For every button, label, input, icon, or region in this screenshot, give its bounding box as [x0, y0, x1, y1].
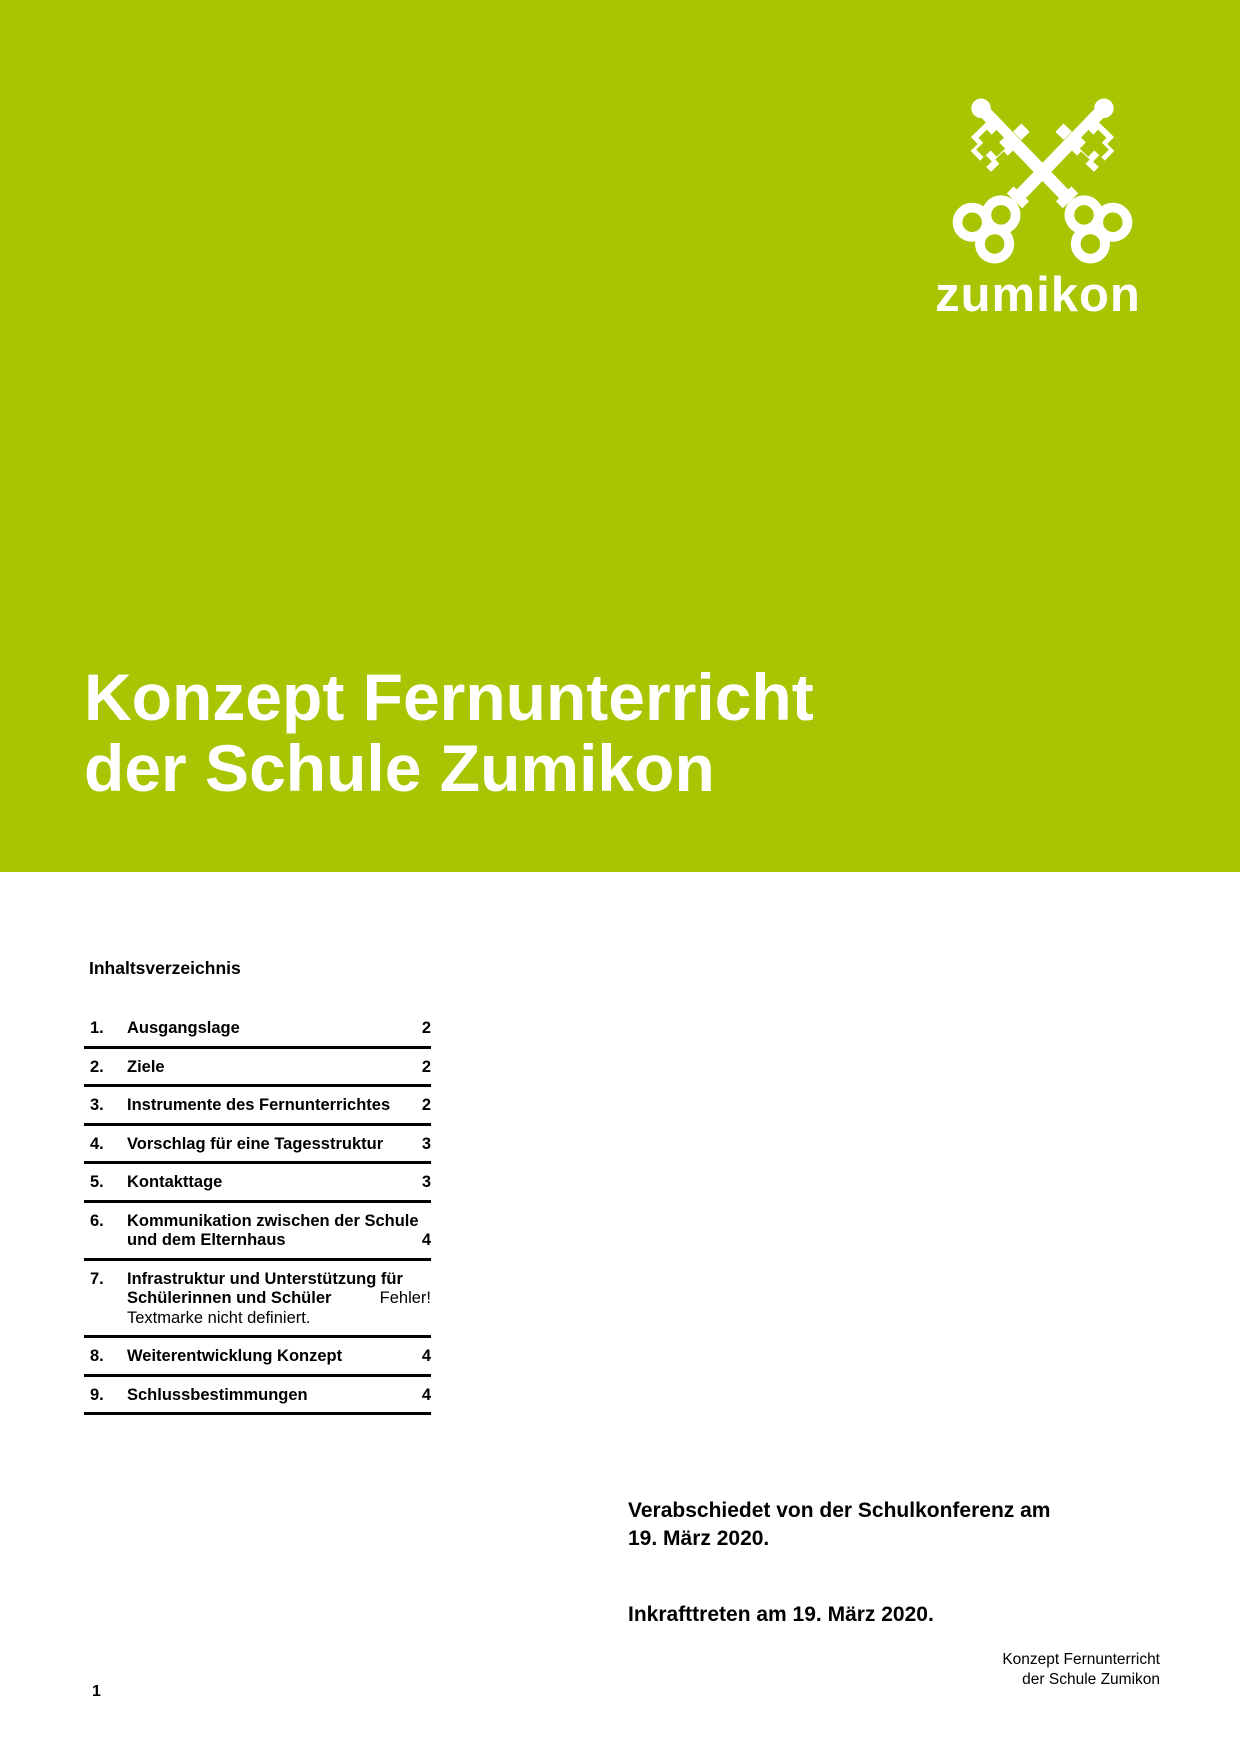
toc-page-number: 3: [421, 1173, 431, 1191]
toc-item-title: Ausgangslage: [127, 1019, 240, 1037]
toc-item-body: [127, 1173, 431, 1193]
toc-row[interactable]: [84, 1049, 431, 1088]
toc-item-body: [127, 1135, 431, 1155]
logo-wordmark: zumikon: [935, 268, 1141, 322]
toc-heading: Inhaltsverzeichnis: [89, 958, 241, 978]
toc-item-number: 1.: [90, 1019, 104, 1037]
toc-item-number: 8.: [90, 1347, 104, 1365]
toc-page-number: 3: [421, 1134, 431, 1153]
toc-row[interactable]: [84, 1164, 431, 1203]
footer-line1: Konzept Fernunterricht: [1002, 1651, 1160, 1668]
toc-item-title: und dem Elternhaus: [127, 1231, 286, 1249]
toc-item-title: Weiterentwicklung Konzept: [127, 1347, 343, 1365]
footer-document-title: [1002, 1650, 1160, 1689]
toc-item-title: Vorschlag für eine Tagesstruktur: [127, 1134, 384, 1153]
toc-item-title: Kommunikation zwischen der Schule: [127, 1211, 419, 1230]
toc-item-title: Textmarke nicht definiert.: [127, 1308, 311, 1327]
toc-row[interactable]: [84, 1010, 431, 1049]
page-title-line2: der Schule Zumikon: [84, 731, 715, 805]
toc-item-number: 9.: [90, 1385, 104, 1404]
toc-item-number: 7.: [90, 1269, 104, 1288]
toc-row[interactable]: [84, 1377, 431, 1416]
toc-item-number: 4.: [90, 1134, 104, 1153]
toc-item-body: [127, 1270, 431, 1329]
toc-page-number: 4: [421, 1231, 431, 1249]
footer-line2: der Schule Zumikon: [1022, 1670, 1160, 1688]
toc-item-body: [127, 1386, 431, 1406]
toc-row[interactable]: [84, 1203, 431, 1261]
toc-item-title: Infrastruktur und Unterstützung für: [127, 1269, 403, 1288]
toc-item-body: [127, 1019, 431, 1039]
toc-page-number: 2: [421, 1096, 431, 1114]
toc-item-title: Schülerinnen und Schüler: [127, 1289, 332, 1307]
effective-date-statement: Inkrafttreten am 19. März 2020.: [628, 1603, 934, 1626]
toc-item-body: [127, 1347, 431, 1367]
toc-item-number: 6.: [90, 1211, 104, 1230]
toc-error-text: Fehler!: [379, 1289, 431, 1307]
approval-line1: Verabschiedet von der Schulkonferenz am: [628, 1499, 1051, 1522]
toc-page-number: 4: [421, 1385, 431, 1404]
crossed-keys-icon: [945, 68, 1140, 270]
toc-row[interactable]: [84, 1126, 431, 1165]
toc-item-number: 3.: [90, 1096, 104, 1114]
toc-row[interactable]: [84, 1338, 431, 1377]
cover-banner: [0, 0, 1240, 872]
page-title: [84, 662, 814, 804]
toc-item-body: [127, 1058, 431, 1078]
toc-item-title: Ziele: [127, 1057, 165, 1076]
toc-item-title: Schlussbestimmungen: [127, 1385, 308, 1404]
toc-row[interactable]: [84, 1087, 431, 1126]
toc-page-number: 2: [421, 1057, 431, 1076]
approval-statement: [628, 1497, 1050, 1553]
toc-item-number: 5.: [90, 1173, 104, 1191]
page-title-line1: Konzept Fernunterricht: [84, 660, 814, 734]
toc-row[interactable]: [84, 1261, 431, 1339]
toc-item-body: [127, 1212, 431, 1251]
toc-list: [84, 1010, 431, 1415]
page-number: 1: [92, 1683, 101, 1700]
toc-page-number: 2: [421, 1019, 431, 1037]
approval-line2: 19. März 2020.: [628, 1527, 770, 1550]
toc-item-body: [127, 1096, 431, 1116]
toc-item-title: Kontakttage: [127, 1173, 223, 1191]
toc-item-number: 2.: [90, 1057, 104, 1076]
toc-item-title: Instrumente des Fernunterrichtes: [127, 1096, 391, 1114]
toc-page-number: 4: [421, 1347, 431, 1365]
